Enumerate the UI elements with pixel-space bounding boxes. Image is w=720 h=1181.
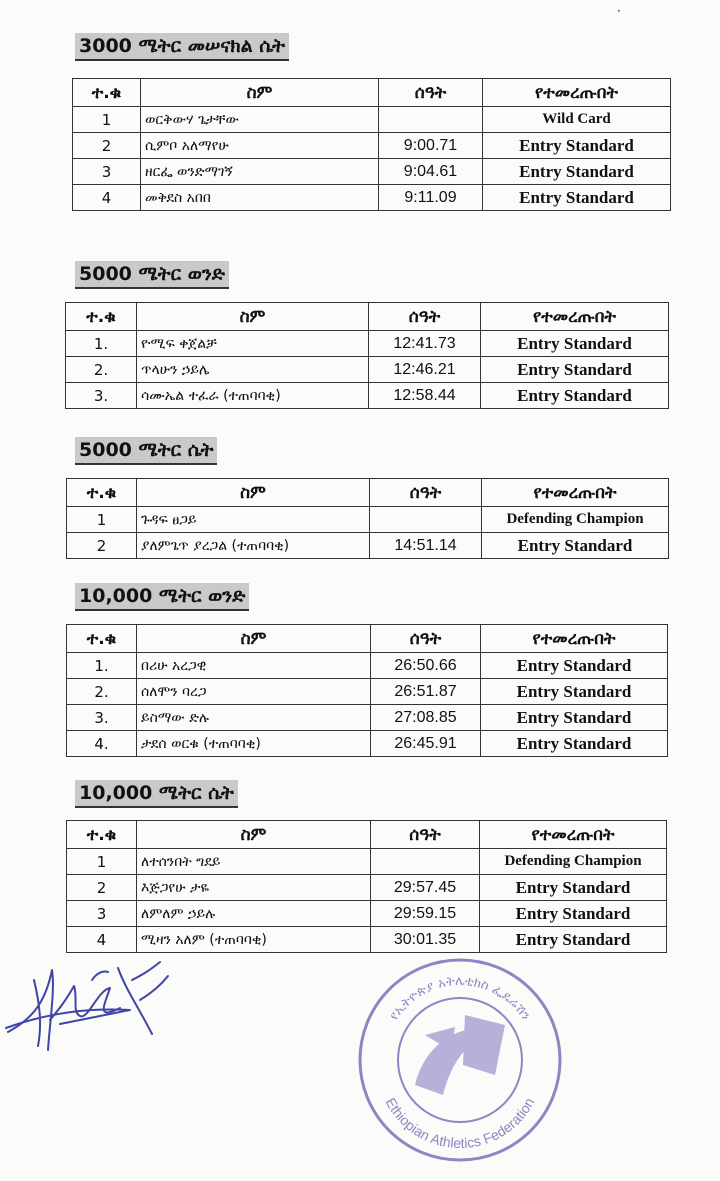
cell-basis: Entry Standard [480, 927, 667, 953]
table-row [73, 133, 671, 159]
cell-name: ሰለሞን ባረጋ [137, 679, 371, 705]
federation-seal [355, 955, 565, 1165]
cell-no: 1. [67, 653, 137, 679]
cell-time: 26:50.66 [371, 653, 481, 679]
cell-time: 9:04.61 [379, 159, 483, 185]
cell-basis: Entry Standard [482, 533, 669, 559]
cell-name: ለተሰንበት ግደይ [137, 849, 371, 875]
cell-name: ዮሚፍ ቀጀልቻ [137, 331, 369, 357]
cell-time: 9:11.09 [379, 185, 483, 211]
cell-name: ዘርፌ ወንድማገኝ [141, 159, 379, 185]
section-title: 5000 ሜትር ሴት [75, 437, 217, 465]
cell-name: ሚዛን አለም (ተጠባባቂ) [137, 927, 371, 953]
results-table [66, 478, 669, 559]
signature-strokes [6, 962, 168, 1050]
cell-time: 12:46.21 [369, 357, 481, 383]
cell-basis: Defending Champion [480, 849, 667, 875]
results-table [66, 820, 667, 953]
cell-no: 3. [67, 705, 137, 731]
cell-basis: Entry Standard [480, 901, 667, 927]
cell-basis: Entry Standard [480, 875, 667, 901]
cell-no: 3 [67, 901, 137, 927]
cell-no: 1 [67, 849, 137, 875]
header-name: ስም [141, 79, 379, 107]
seal-emblem [415, 1015, 505, 1095]
cell-name: ታደሰ ወርቁ (ተጠባባቂ) [137, 731, 371, 757]
cell-time: 26:51.87 [371, 679, 481, 705]
table-row [67, 679, 668, 705]
results-table [72, 78, 671, 211]
cell-time: 14:51.14 [370, 533, 482, 559]
cell-basis: Entry Standard [481, 383, 669, 409]
table-row [67, 875, 667, 901]
cell-time: 27:08.85 [371, 705, 481, 731]
cell-time: 29:57.45 [371, 875, 480, 901]
table-header-row [67, 625, 668, 653]
cell-name: ወርቅውሃ ጌታቸው [141, 107, 379, 133]
cell-no: 2 [67, 875, 137, 901]
cell-basis: Entry Standard [481, 679, 668, 705]
header-name: ስም [137, 625, 371, 653]
cell-time: 9:00.71 [379, 133, 483, 159]
cell-time [370, 507, 482, 533]
cell-basis: Wild Card [483, 107, 671, 133]
cell-time: 29:59.15 [371, 901, 480, 927]
cell-basis: Entry Standard [481, 705, 668, 731]
cell-basis: Entry Standard [483, 133, 671, 159]
cell-name: በሪሁ አረጋዊ [137, 653, 371, 679]
header-basis: የተመረጡበት [483, 79, 671, 107]
seal-text-bottom: Ethiopian Athletics Federation [382, 1094, 538, 1152]
seal-rings [360, 960, 560, 1160]
table-row [73, 107, 671, 133]
cell-name: ያለምጌጥ ያረጋል (ተጠባባቂ) [137, 533, 370, 559]
header-no: ተ.ቁ [67, 821, 137, 849]
cell-name: ሲምቦ አለማየሁ [141, 133, 379, 159]
table-row [66, 383, 669, 409]
cell-no: 4 [73, 185, 141, 211]
cell-basis: Entry Standard [481, 731, 668, 757]
header-time: ሰዓት [371, 821, 480, 849]
seal-text-top: የኢትዮጵያ አትሌቲክስ ፌዴሬሽን [386, 973, 534, 1024]
table-row [67, 507, 669, 533]
header-time: ሰዓት [369, 303, 481, 331]
cell-name: እጅጋየሁ ታዬ [137, 875, 371, 901]
cell-name: ይስማው ድሉ [137, 705, 371, 731]
header-no: ተ.ቁ [66, 303, 137, 331]
table-header-row [66, 303, 669, 331]
cell-name: ሳሙኤል ተፈራ (ተጠባባቂ) [137, 383, 369, 409]
table-row [67, 849, 667, 875]
cell-basis: Entry Standard [483, 185, 671, 211]
cell-time: 26:45.91 [371, 731, 481, 757]
header-name: ስም [137, 303, 369, 331]
cell-name: ለምለም ኃይሉ [137, 901, 371, 927]
cell-time: 12:58.44 [369, 383, 481, 409]
table-row [67, 705, 668, 731]
section-title: 10,000 ሜትር ሴት [75, 780, 238, 808]
header-time: ሰዓት [379, 79, 483, 107]
cell-basis: Entry Standard [481, 357, 669, 383]
header-basis: የተመረጡበት [480, 821, 667, 849]
cell-no: 2. [67, 679, 137, 705]
header-no: ተ.ቁ [73, 79, 141, 107]
speck-mark: · [617, 4, 621, 18]
section-title: 10,000 ሜትር ወንድ [75, 583, 249, 611]
table-row [73, 159, 671, 185]
cell-time [379, 107, 483, 133]
table-row [67, 731, 668, 757]
table-row [67, 901, 667, 927]
cell-no: 1 [73, 107, 141, 133]
cell-name: መቅደስ አበበ [141, 185, 379, 211]
cell-basis: Entry Standard [481, 331, 669, 357]
header-time: ሰዓት [370, 479, 482, 507]
cell-basis: Entry Standard [483, 159, 671, 185]
results-table [66, 624, 668, 757]
cell-no: 2 [67, 533, 137, 559]
cell-time: 12:41.73 [369, 331, 481, 357]
cell-no: 1. [66, 331, 137, 357]
header-name: ስም [137, 479, 370, 507]
section-title: 5000 ሜትር ወንድ [75, 261, 229, 289]
table-header-row [67, 479, 669, 507]
cell-no: 4 [67, 927, 137, 953]
cell-name: ጉዳፍ ፀጋይ [137, 507, 370, 533]
cell-no: 3 [73, 159, 141, 185]
signature [0, 950, 220, 1060]
cell-no: 1 [67, 507, 137, 533]
table-row [66, 357, 669, 383]
header-basis: የተመረጡበት [481, 303, 669, 331]
cell-no: 2 [73, 133, 141, 159]
table-header-row [73, 79, 671, 107]
header-time: ሰዓት [371, 625, 481, 653]
table-row [67, 653, 668, 679]
section-title: 3000 ሜትር መሠናክል ሴት [75, 33, 289, 61]
cell-no: 4. [67, 731, 137, 757]
cell-time [371, 849, 480, 875]
table-row [67, 533, 669, 559]
cell-basis: Entry Standard [481, 653, 668, 679]
table-row [67, 927, 667, 953]
cell-no: 3. [66, 383, 137, 409]
header-basis: የተመረጡበት [481, 625, 668, 653]
table-header-row [67, 821, 667, 849]
table-row [66, 331, 669, 357]
cell-time: 30:01.35 [371, 927, 480, 953]
header-no: ተ.ቁ [67, 479, 137, 507]
cell-no: 2. [66, 357, 137, 383]
header-basis: የተመረጡበት [482, 479, 669, 507]
cell-name: ጥላሁን ኃይሌ [137, 357, 369, 383]
header-name: ስም [137, 821, 371, 849]
results-table [65, 302, 669, 409]
table-row [73, 185, 671, 211]
cell-basis: Defending Champion [482, 507, 669, 533]
header-no: ተ.ቁ [67, 625, 137, 653]
